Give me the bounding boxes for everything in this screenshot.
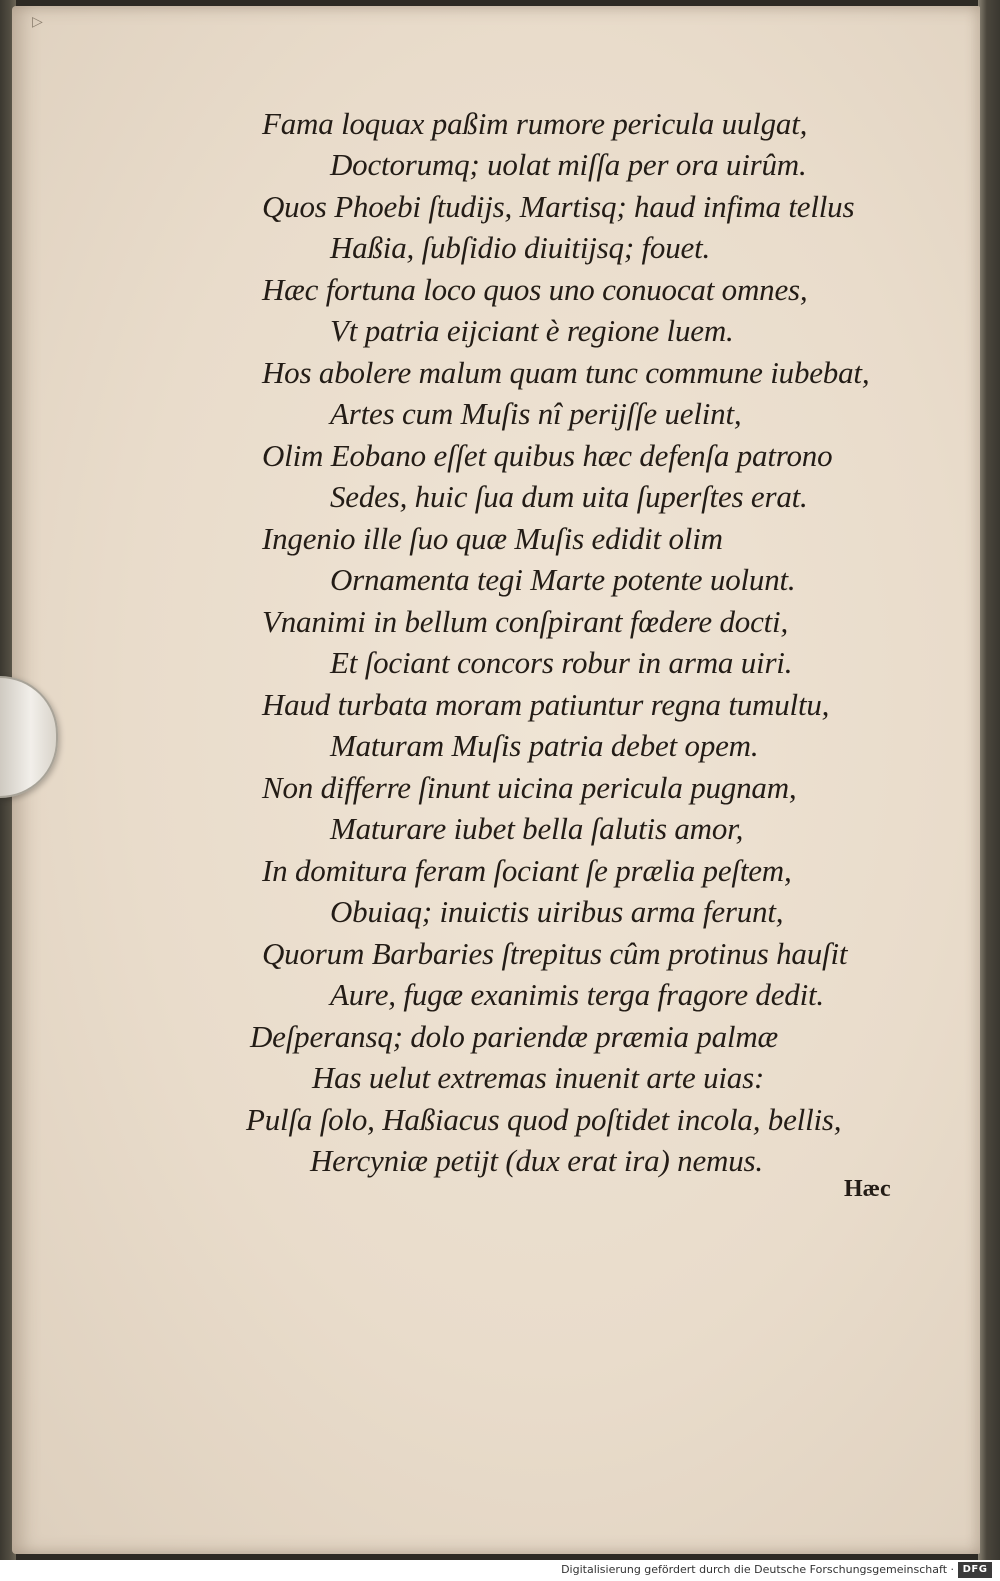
corner-mark: ▷ [32,14,43,30]
poem-line: Non differre ſinunt uicina pericula pugnam, [262,770,797,805]
poem-line: Artes cum Muſis nî perijſſe uelint, [330,396,742,431]
poem-line: Vnanimi in bellum conſpirant fœdere docti, [262,604,789,639]
book-page [12,6,980,1554]
poem-line: Olim Eobano eſſet quibus hæc defenſa patrono [262,438,833,473]
poem-line: Aure, fugæ exanimis terga fragore dedit. [330,977,824,1012]
poem-line: Quorum Barbaries ſtrepitus cûm protinus hauſit [262,936,848,971]
poem-line: Hæc fortuna loco quos uno conuocat omnes, [262,272,808,307]
poem-line: Fama loquax paßim rumore pericula uulgat, [262,106,808,141]
poem-line: Maturam Muſis patria debet opem. [330,728,759,763]
poem-line: Vt patria eijciant è regione luem. [330,313,734,348]
poem-line: Ingenio ille ſuo quæ Muſis edidit olim [262,521,723,556]
poem-line: Maturare iubet bella ſalutis amor, [330,811,744,846]
poem-line: Hos abolere malum quam tunc commune iubebat, [262,355,870,390]
poem-line: In domitura feram ſociant ſe prælia peſtem, [262,853,792,888]
poem-text [12,6,980,1554]
book-binding-right [978,0,1000,1560]
catchword: Hæc [844,1176,891,1202]
funding-credit: Digitalisierung gefördert durch die Deutsche Forschungsgemeinschaft · [561,1563,954,1576]
poem-line: Doctorumq; uolat miſſa per ora uirûm. [330,147,807,182]
poem-line: Pulſa ſolo, Haßiacus quod poſtidet incola, bellis, [246,1102,842,1137]
poem-line: Hercyniæ petijt (dux erat ira) nemus. [310,1143,763,1178]
poem-line: Ornamenta tegi Marte potente uolunt. [330,562,796,597]
poem-line: Haßia, ſubſidio diuitijsq; fouet. [330,230,711,265]
poem-line: Haud turbata moram patiuntur regna tumultu, [262,687,830,722]
poem-line: Deſperansq; dolo pariendæ præmia palmæ [250,1019,779,1054]
poem-line: Obuiaq; inuictis uiribus arma ferunt, [330,894,784,929]
poem-line: Has uelut extremas inuenit arte uias: [312,1060,765,1095]
footer-bar [0,1560,1000,1581]
poem-line: Quos Phoebi ſtudijs, Martisq; haud infima tellus [262,189,855,224]
dfg-logo: DFG [958,1562,992,1578]
poem-line: Sedes, huic ſua dum uita ſuperſtes erat. [330,479,808,514]
poem-line: Et ſociant concors robur in arma uiri. [330,645,793,680]
